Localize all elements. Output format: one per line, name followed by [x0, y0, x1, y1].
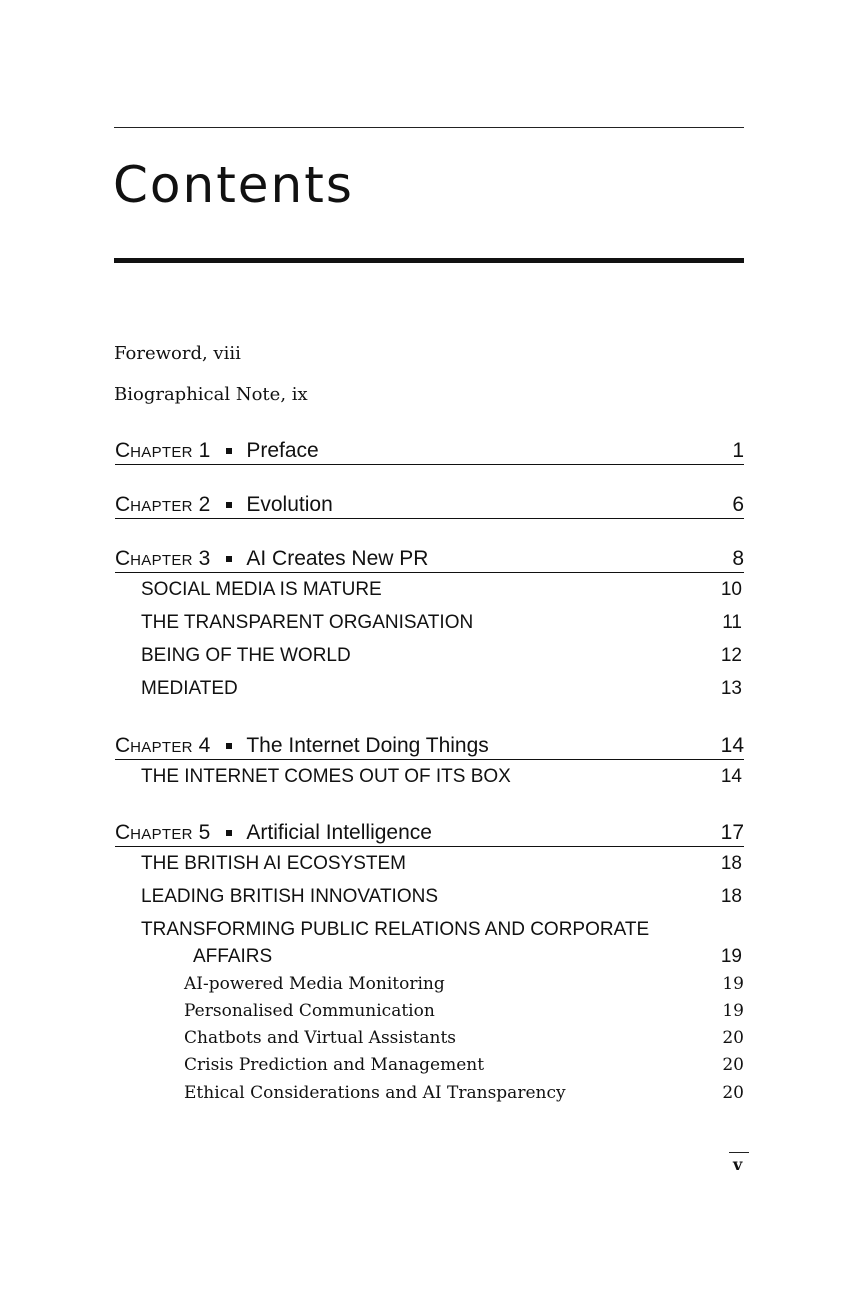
top-rule	[114, 127, 744, 128]
subsection-page: 20	[722, 1055, 744, 1075]
section-title: LEADING BRITISH INNOVATIONS	[141, 886, 439, 907]
subsection-title: Crisis Prediction and Management	[184, 1055, 485, 1075]
section-entry	[141, 854, 742, 873]
chapter-page: 17	[720, 821, 744, 844]
chapter-label: CHAPTER 5	[115, 821, 211, 844]
front-matter-biographical-note: Biographical Note, ix	[114, 384, 308, 405]
section-title: BEING OF THE WORLD	[141, 645, 351, 666]
bullet-square-icon	[226, 830, 232, 836]
chapter-page: 6	[732, 493, 744, 516]
section-page: 10	[720, 579, 742, 600]
chapter-title: Preface	[246, 439, 319, 462]
section-title: THE BRITISH AI ECOSYSTEM	[141, 853, 406, 874]
section-entry-wrapped	[141, 920, 742, 939]
section-entry	[141, 887, 742, 906]
chapter-label: CHAPTER 2	[115, 493, 211, 516]
subsection-title: AI-powered Media Monitoring	[184, 974, 445, 994]
chapter-page: 8	[732, 547, 744, 570]
section-title-line2: AFFAIRS	[193, 946, 273, 967]
section-entry	[141, 767, 742, 786]
subsection-title: Chatbots and Virtual Assistants	[184, 1028, 457, 1048]
section-title: THE INTERNET COMES OUT OF ITS BOX	[141, 766, 511, 787]
section-entry	[141, 646, 742, 665]
section-page: 18	[720, 886, 742, 907]
section-page: 18	[720, 853, 742, 874]
chapter-entry-3	[115, 542, 744, 573]
section-entry	[141, 679, 742, 698]
section-entry	[141, 580, 742, 599]
title-rule	[114, 258, 744, 263]
section-title: THE TRANSPARENT ORGANISATION	[141, 612, 474, 633]
chapter-entry-4	[115, 729, 744, 760]
chapter-word: CHAPTER	[115, 734, 193, 757]
section-entry-wrapped-cont	[141, 947, 742, 966]
subsection-page: 20	[722, 1028, 744, 1048]
subsection-entry	[184, 976, 744, 993]
subsection-entry	[184, 1085, 744, 1102]
chapter-word: CHAPTER	[115, 493, 193, 516]
subsection-title: Personalised Communication	[184, 1001, 435, 1021]
chapter-label: CHAPTER 4	[115, 734, 211, 757]
chapter-entry-1	[115, 434, 744, 465]
chapter-title: AI Creates New PR	[246, 547, 429, 570]
section-title: SOCIAL MEDIA IS MATURE	[141, 579, 382, 600]
chapter-page: 14	[720, 734, 744, 757]
page-number: v	[733, 1155, 743, 1174]
section-page: 14	[720, 766, 742, 787]
chapter-title: Evolution	[246, 493, 333, 516]
bullet-square-icon	[226, 502, 232, 508]
chapter-label: CHAPTER 1	[115, 439, 211, 462]
section-page: 13	[720, 678, 742, 699]
chapter-word: CHAPTER	[115, 821, 193, 844]
chapter-word: CHAPTER	[115, 439, 193, 462]
subsection-page: 20	[722, 1083, 744, 1103]
page-title: Contents	[113, 156, 354, 214]
chapter-page: 1	[732, 439, 744, 462]
section-title-line1: TRANSFORMING PUBLIC RELATIONS AND CORPORATE	[141, 919, 650, 940]
section-page: 11	[722, 612, 742, 633]
section-entry	[141, 613, 742, 632]
section-page: 12	[720, 645, 742, 666]
section-page: 19	[720, 946, 742, 967]
subsection-entry	[184, 1057, 744, 1074]
chapter-entry-2	[115, 488, 744, 519]
bullet-square-icon	[226, 556, 232, 562]
subsection-title: Ethical Considerations and AI Transparency	[184, 1083, 566, 1103]
front-matter-foreword: Foreword, viii	[114, 343, 241, 364]
section-title: MEDIATED	[141, 678, 238, 699]
bullet-square-icon	[226, 448, 232, 454]
subsection-page: 19	[722, 1001, 744, 1021]
bullet-square-icon	[226, 743, 232, 749]
chapter-word: CHAPTER	[115, 547, 193, 570]
chapter-title: Artificial Intelligence	[246, 821, 432, 844]
chapter-entry-5	[115, 816, 744, 847]
chapter-title: The Internet Doing Things	[246, 734, 489, 757]
subsection-entry	[184, 1003, 744, 1020]
folio-rule	[729, 1152, 749, 1153]
subsection-entry	[184, 1030, 744, 1047]
chapter-label: CHAPTER 3	[115, 547, 211, 570]
subsection-page: 19	[722, 974, 744, 994]
